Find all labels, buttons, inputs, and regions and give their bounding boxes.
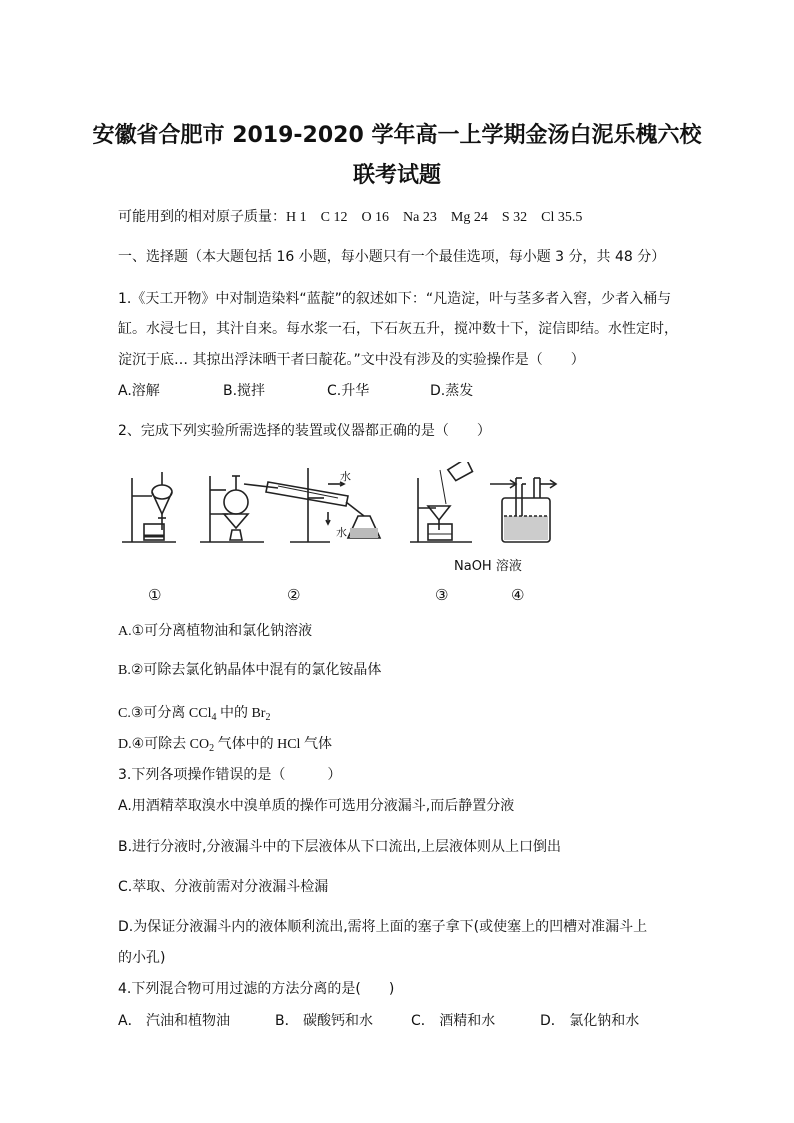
distillation-apparatus: [200, 468, 380, 542]
q4-option-c: C． 酒精和水: [411, 1013, 496, 1029]
q2-option-b: B.②可除去氯化钠晶体中混有的氯化铵晶体: [118, 663, 382, 678]
q4-option-a: A． 汽油和植物油: [118, 1013, 231, 1029]
water-in-label: 水: [340, 470, 351, 483]
water-out-label: 水: [336, 526, 347, 539]
separatory-funnel-apparatus: [122, 472, 176, 542]
atomic-masses: 可能用到的相对原子质量：H 1 C 12 O 16 Na 23 Mg 24 S 32 Cl 35.5: [118, 210, 583, 225]
q3-stem: 3.下列各项操作错误的是（ ）: [118, 767, 342, 783]
q3-option-d-line2: 的小孔): [118, 950, 166, 966]
apparatus-number-3: ③: [435, 586, 449, 604]
apparatus-figure: [118, 462, 578, 580]
q3-option-c: C.萃取、分液前需对分液漏斗检漏: [118, 879, 329, 895]
q2-option-c: C.③可分离 CCl$_4$ 中的 $Br_2$: [118, 706, 271, 723]
q1-option-d: D.蒸发: [430, 383, 474, 399]
gas-washing-bottle: [490, 478, 556, 542]
apparatus-number-1: ①: [148, 586, 162, 604]
q1-line3: 淀沉于底… 其掠出浮沫晒干者曰靛花。”文中没有涉及的实验操作是（ ）: [118, 352, 585, 368]
q4-option-b: B． 碳酸钙和水: [275, 1013, 374, 1029]
q2-option-a: A.①可分离植物油和氯化钠溶液: [118, 624, 313, 639]
q4-option-d: D． 氯化钠和水: [540, 1013, 640, 1029]
apparatus-number-4: ④: [511, 586, 525, 604]
q1-option-a: A.溶解: [118, 383, 160, 399]
q1-option-c: C.升华: [327, 383, 370, 399]
q3-option-a: A.用酒精萃取溴水中溴单质的操作可选用分液漏斗,而后静置分液: [118, 798, 515, 814]
q1-line1: 1.《天工开物》中对制造染料“蓝靛”的叙述如下：“凡造淀，叶与茎多者入窖，少者入桶与: [118, 291, 672, 307]
q1-option-b: B.搅拌: [223, 383, 266, 399]
exam-title-line1: 安徽省合肥市 2019-2020 学年高一上学期金汤白泥乐槐六校: [92, 123, 702, 148]
q1-line2: 缸。水浸七日，其汁自来。每水浆一石，下石灰五升，搅冲数十下，淀信即结。水性定时，: [118, 321, 678, 337]
apparatus-number-2: ②: [287, 586, 301, 604]
q2-stem: 2、完成下列实验所需选择的装置或仪器都正确的是（ ）: [118, 423, 491, 439]
q2-option-d: D.④可除去 $CO_2$ 气体中的 HCl 气体: [118, 737, 332, 754]
q4-stem: 4.下列混合物可用过滤的方法分离的是( ): [118, 981, 395, 997]
q3-option-b: B.进行分液时,分液漏斗中的下层液体从下口流出,上层液体则从上口倒出: [118, 839, 561, 855]
exam-title-line2: 联考试题: [352, 163, 441, 188]
q3-option-d-line1: D.为保证分液漏斗内的液体顺利流出,需将上面的塞子拿下(或使塞上的凹槽对准漏斗上: [118, 919, 648, 935]
filtration-apparatus: [410, 462, 474, 542]
section-heading: 一、选择题（本大题包括 16 小题，每小题只有一个最佳选项，每小题 3 分，共 48 分）: [118, 249, 666, 265]
naoh-solution-label: NaOH 溶液: [454, 559, 522, 574]
